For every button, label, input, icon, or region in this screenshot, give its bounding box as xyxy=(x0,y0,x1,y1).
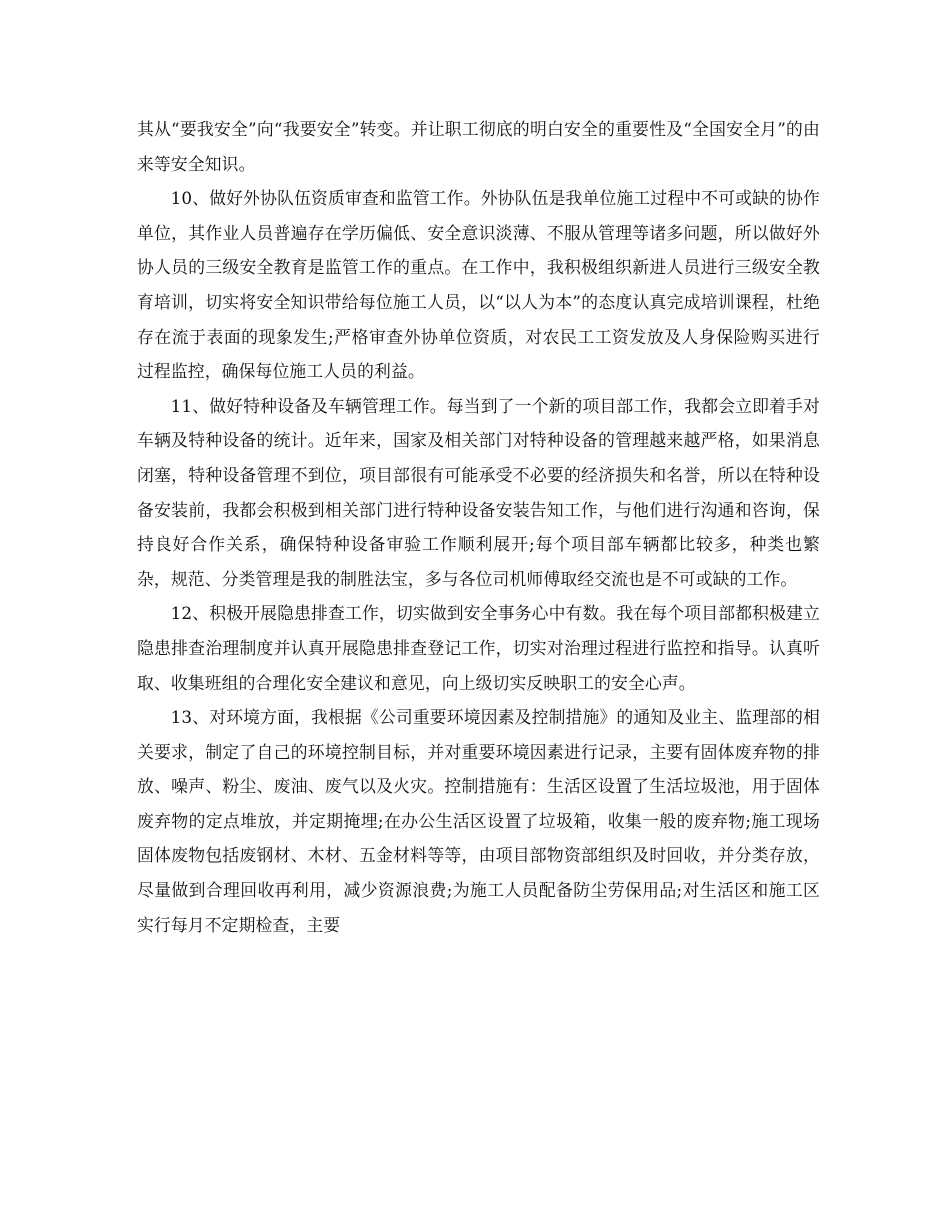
document-body xyxy=(137,112,820,942)
paragraph-item-12: 12、积极开展隐患排查工作，切实做到安全事务心中有数。我在每个项目部都积极建立隐患排查治理制度并认真开展隐患排查登记工作，切实对治理过程进行监控和指导。认真听取、收集班组的合理化安全建议和意见，向上级切实反映职工的安全心声。 xyxy=(137,603,820,693)
paragraph-continuation: 其从“要我安全”向“我要安全”转变。并让职工彻底的明白安全的重要性及“全国安全月”的由来等安全知识。 xyxy=(137,119,820,174)
paragraph-item-11: 11、做好特种设备及车辆管理工作。每当到了一个新的项目部工作，我都会立即着手对车辆及特种设备的统计。近年来，国家及相关部门对特种设备的管理越来越严格，如果消息闭塞，特种设备管理不到位，项目部很有可能承受不必要的经济损失和名誉，所以在特种设备安装前，我都会积极到相关部门进行特种设备安装告知工作，与他们进行沟通和咨询，保持良好合作关系，确保特种设备审验工作顺利展开;每个项目部车辆都比较多，种类也繁杂，规范、分类管理是我的制胜法宝，多与各位司机师傅取经交流也是不可或缺的工作。 xyxy=(137,395,820,589)
paragraph-item-13: 13、对环境方面，我根据《公司重要环境因素及控制措施》的通知及业主、监理部的相关要求，制定了自己的环境控制目标，并对重要环境因素进行记录，主要有固体废弃物的排放、噪声、粉尘、废油、废气以及火灾。控制措施有：生活区设置了生活垃圾池，用于固体废弃物的定点堆放，并定期掩埋;在办公生活区设置了垃圾箱，收集一般的废弃物;施工现场固体废物包括废钢材、木材、五金材料等等，由项目部物资部组织及时回收，并分类存放，尽量做到合理回收再利用，减少资源浪费;为施工人员配备防尘劳保用品;对生活区和施工区实行每月不定期检查，主要 xyxy=(137,707,820,935)
paragraph-item-10: 10、做好外协队伍资质审查和监管工作。外协队伍是我单位施工过程中不可或缺的协作单位，其作业人员普遍存在学历偏低、安全意识淡薄、不服从管理等诸多问题，所以做好外协人员的三级安全教育是监管工作的重点。在工作中，我积极组织新进人员进行三级安全教育培训，切实将安全知识带给每位施工人员，以“以人为本”的态度认真完成培训课程，杜绝存在流于表面的现象发生;严格审查外协单位资质，对农民工工资发放及人身保险购买进行过程监控，确保每位施工人员的利益。 xyxy=(137,188,820,382)
